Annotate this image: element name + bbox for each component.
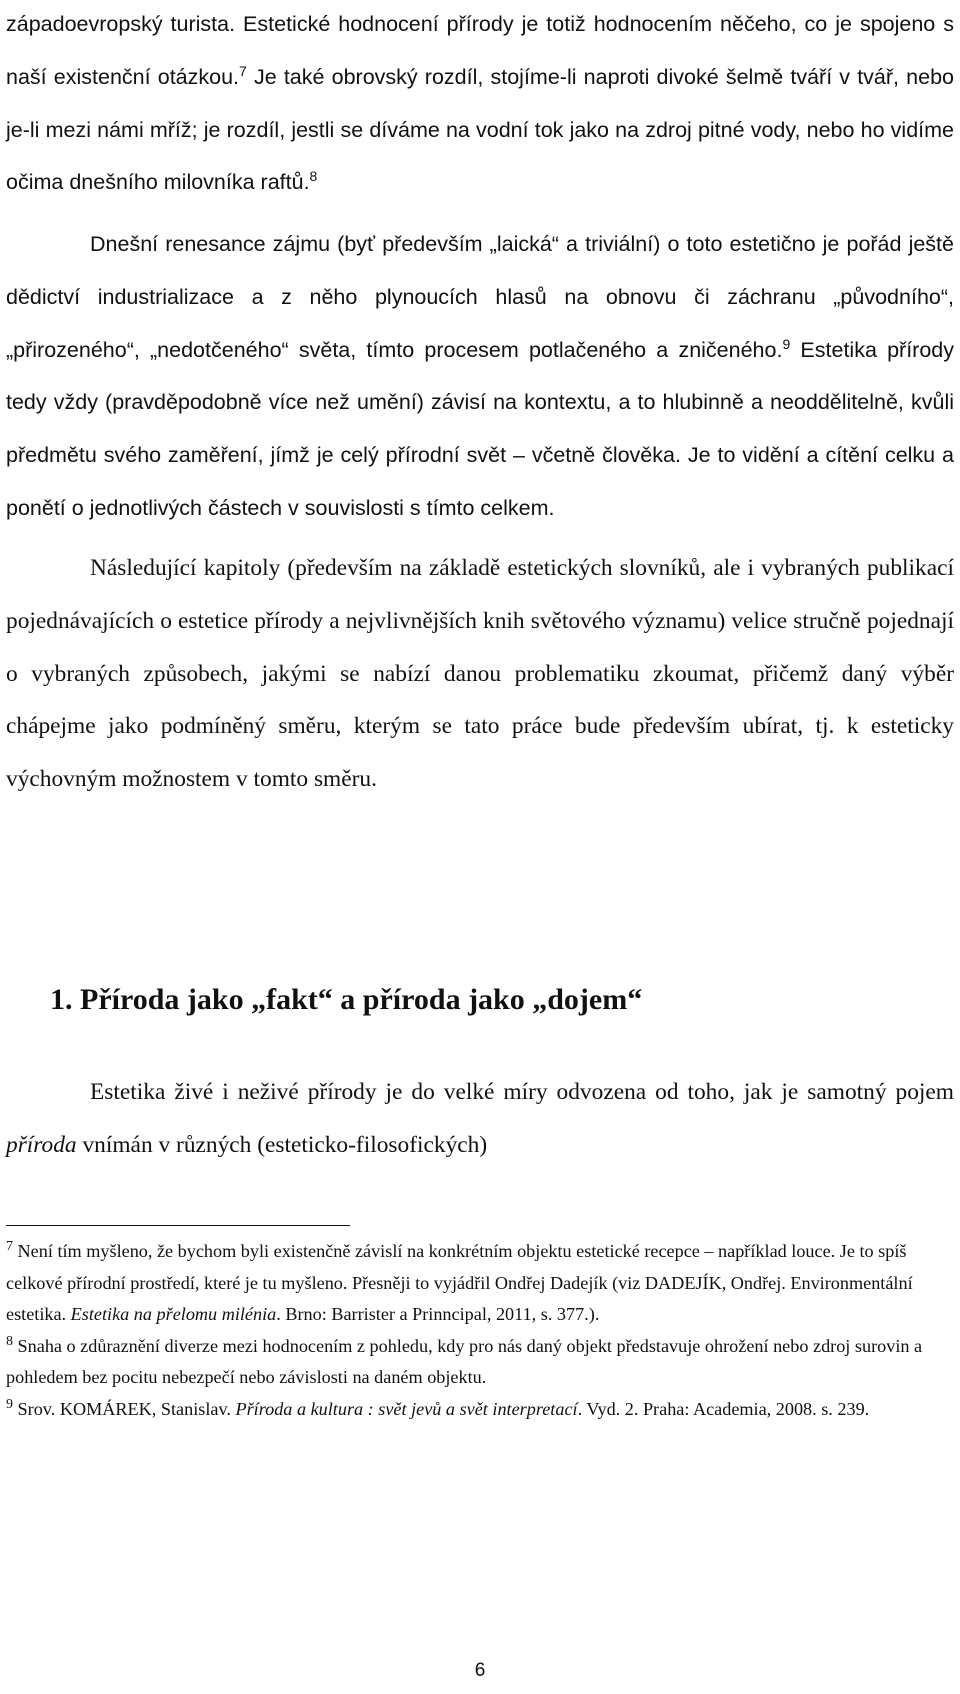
footnotes xyxy=(6,1236,952,1425)
page-number: 6 xyxy=(474,1660,486,1681)
paragraph-chapters: Následující kapitoly (především na základě estetických slovníků, ale i vybraných publikací pojednávajících o estetice přírody a nejvlivnějších knih světového významu) velice stručně pojednají o vybraných způsobech, jakými se nabízí danou problematiku zkoumat, přičemž daný výběr chápejme jako podmíněný směru, kterým se tato práce bude především ubírat, tj. k esteticky výchovným možnostem v tomto směru. xyxy=(6,555,954,793)
paragraph-renaissance: Dnešní renesance zájmu (byť především „laická“ a triviální) o toto estetično je pořád ještě dědictví industrializace a z něho plynoucích hlasů na obnovu či záchranu „původního“, „přirozeného“, „nedotčeného“ světa, tímto procesem potlačeného a zničeného.$^9$ Estetika přírody tedy vždy (pravděpodobně více než umění) závisí na kontextu, a to hlubinně a neoddělitelně, kvůli předmětu svého zaměření, jímž je celý přírodní svět – včetně člověka. Je to vidění a cítění celku a ponětí o jednotlivých částech v souvislosti s tímto celkem. xyxy=(6,232,955,520)
paragraph-existential: západoevropský turista. Estetické hodnocení přírody je totiž hodnocením něčeho, co je spojeno s naší existenční otázkou.$^7$ Je také obrovský rozdíl, stojíme-li naproti divoké šelmě tváří v tvář, nebo je-li mezi námi mříž; je rozdíl, jestli se díváme na vodní tok jako na zdroj pitné vody, nebo ho vidíme očima dnešního milovníka raftů.$^8$ xyxy=(6,12,955,195)
footnote-8: $^8$ Snaha o zdůraznění diverze mezi hodnocením z pohledu, kdy pro nás daný objekt představuje ohrožení nebo zdroj surovin a pohledem bez pocitu nebezpečí nebo závislosti na daném objektu. xyxy=(6,1333,923,1387)
footnote-ref-9[interactable]: 9 xyxy=(782,335,791,352)
footnote-ref-8[interactable]: 8 xyxy=(309,168,318,185)
footnote-9: $^9$ Srov. KOMÁREK, Stanislav. Příroda a kultura : svět jevů a svět interpretací. Vyd. 2. Praha: Academia, 2008. s. 239. xyxy=(6,1396,870,1419)
chapter-heading: 1. Příroda jako „fakt“ a příroda jako „dojem“ xyxy=(50,983,643,1016)
footnote-7: $^7$ Není tím myšleno, že bychom byli existenčně závislí na konkrétním objektu estetické recepce – například louce. Je to spíš celkové přírodní prostředí, které je tu myšleno. Přesněji to vyjádřil Ondřej Dadejík (viz DADEJÍK, Ondřej. Environmentální estetika. Estetika na přelomu milénia. Brno: Barrister a Prinncipal, 2011, s. 377.). xyxy=(6,1238,913,1324)
footnote-separator xyxy=(6,1225,350,1226)
italic-term: příroda xyxy=(6,1131,77,1158)
paragraph-nature-aesthetics: Estetika živé i neživé přírody je do velké míry odvozena od toho, jak je samotný pojem příroda vnímán v různých (esteticko-filosofických) xyxy=(6,1079,954,1158)
footnote-ref-7[interactable]: 7 xyxy=(239,62,247,79)
